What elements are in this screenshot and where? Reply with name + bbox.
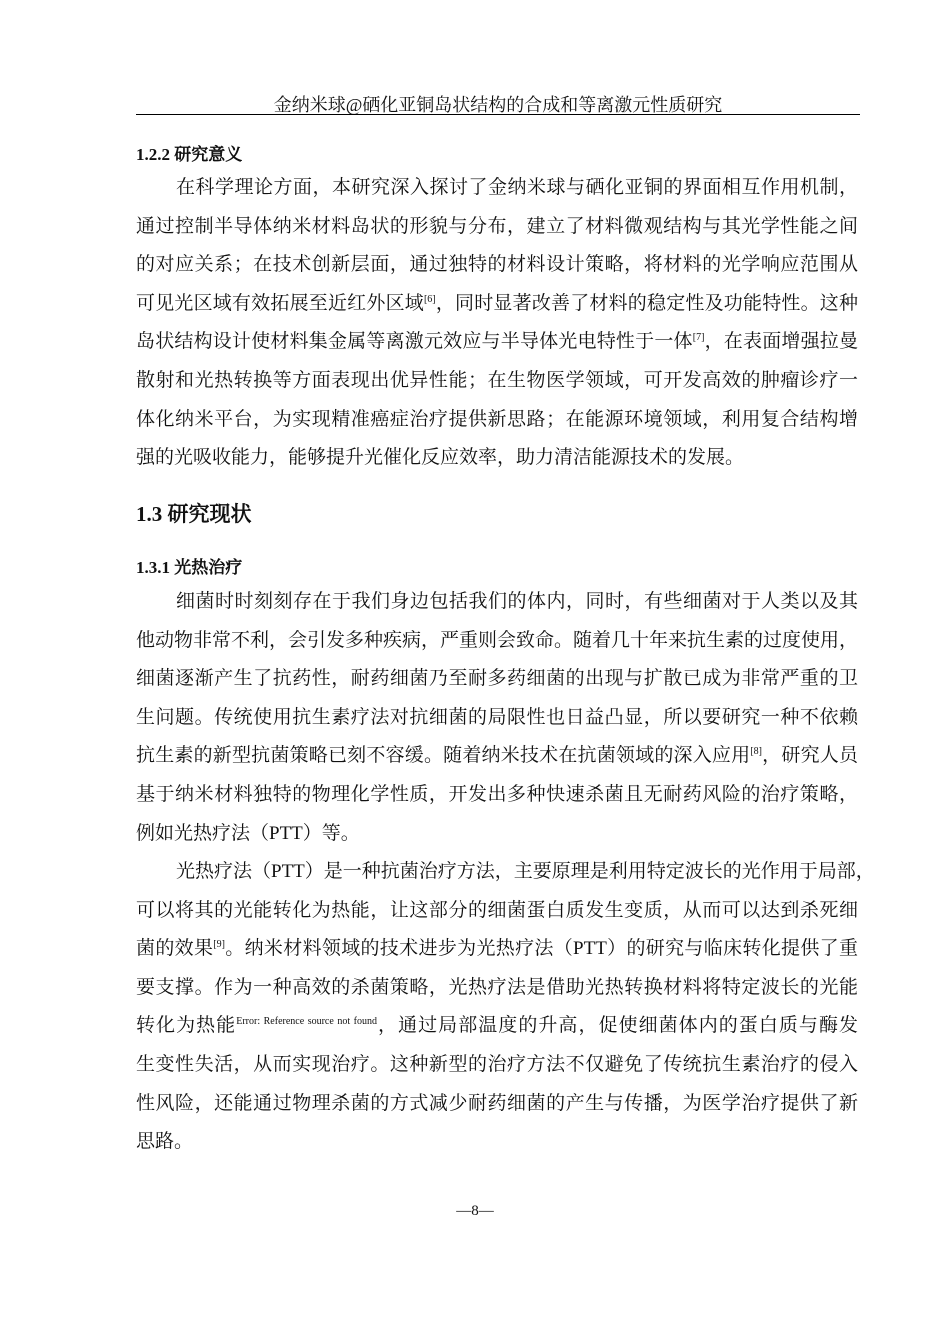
text-line: 在科学理论方面，本研究深入探讨了金纳米球与硒化亚铜的界面相互作用机制， — [176, 177, 858, 198]
text-segment: ，通过局部温度的升高，促使细菌体内的蛋白质与酶发 — [377, 1015, 858, 1037]
text-line: 散射和光热转换等方面表现出优异性能；在生物医学领域，可开发高效的肿瘤诊疗一 — [136, 370, 858, 391]
text-segment: 菌的效果 — [136, 938, 214, 960]
section-heading-1-3-1: 1.3.1 光热治疗 — [136, 558, 243, 577]
text-line: 生变性失活，从而实现治疗。这种新型的治疗方法不仅避免了传统抗生素治疗的侵入 — [136, 1054, 858, 1075]
citation-superscript: [9] — [213, 939, 225, 951]
text-line: 例如光热疗法（PTT）等。 — [136, 822, 360, 844]
header-rule — [136, 114, 860, 115]
text-line: 体化纳米平台，为实现精准癌症治疗提供新思路；在能源环境领域，利用复合结构增 — [136, 408, 858, 430]
text-segment: ，同时显著改善了材料的稳定性及功能特性。这种 — [435, 292, 858, 314]
text-segment: 。纳米材料领域的技术进步为光热疗法（PTT）的研究与临床转化提供了重 — [224, 938, 858, 960]
citation-superscript: [8] — [750, 746, 762, 758]
text-line — [136, 937, 858, 961]
text-segment: 岛状结构设计使材料集金属等离激元效应与半导体光电特性于一体 — [136, 331, 693, 353]
text-line: 通过控制半导体纳米材料岛状的形貌与分布，建立了材料微观结构与其光学性能之间 — [136, 215, 858, 237]
text-line: 性风险，还能通过物理杀菌的方式减少耐药细菌的产生与传播，为医学治疗提供了新 — [136, 1092, 858, 1114]
text-line: 细菌逐渐产生了抗药性，耐药细菌乃至耐多药细菌的出现与扩散已成为非常严重的卫 — [136, 668, 858, 690]
citation-superscript: Error: Reference source not found — [236, 1016, 377, 1028]
text-segment: 转化为热能 — [136, 1015, 237, 1037]
text-line: 基于纳米材料独特的物理化学性质，开发出多种快速杀菌且无耐药风险的治疗策略， — [136, 784, 858, 805]
text-line: 细菌时时刻刻存在于我们身边包括我们的体内，同时，有些细菌对于人类以及其 — [176, 591, 858, 612]
text-segment: 抗生素的新型抗菌策略已刻不容缓。随着纳米技术在抗菌领域的深入应用 — [136, 745, 751, 767]
text-line — [136, 1014, 858, 1038]
text-line: 光热疗法（PTT）是一种抗菌治疗方法，主要原理是利用特定波长的光作用于局部， — [176, 861, 875, 882]
text-segment: ，研究人员 — [761, 745, 858, 767]
text-segment: 可见光区域有效拓展至近红外区域 — [136, 292, 424, 314]
text-line: 生问题。传统使用抗生素疗法对抗细菌的局限性也日益凸显，所以要研究一种不依赖 — [136, 706, 858, 728]
text-segment: ，在表面增强拉曼 — [704, 331, 858, 353]
text-line: 他动物非常不利，会引发多种疾病，严重则会致命。随着几十年来抗生素的过度使用， — [136, 629, 859, 651]
citation-superscript: [6] — [423, 293, 436, 305]
page-number: —8— — [456, 1203, 494, 1219]
section-heading-1-2-2: 1.2.2 研究意义 — [136, 145, 243, 164]
running-header: 金纳米球@硒化亚铜岛状结构的合成和等离激元性质研究 — [273, 95, 723, 115]
text-line — [136, 292, 858, 316]
text-line: 可以将其的光能转化为热能，让这部分的细菌蛋白质发生变质，从而可以达到杀死细 — [136, 899, 858, 921]
text-line — [136, 330, 858, 354]
citation-superscript: [7] — [692, 332, 705, 344]
text-line: 思路。 — [136, 1131, 194, 1153]
text-line: 强的光吸收能力，能够提升光催化反应效率，助力清洁能源技术的发展。 — [136, 447, 745, 469]
text-line — [136, 744, 858, 768]
text-line: 要支撑。作为一种高效的杀菌策略，光热疗法是借助光热转换材料将特定波长的光能 — [136, 976, 858, 998]
section-heading-1-3: 1.3 研究现状 — [136, 502, 252, 526]
text-line: 的对应关系；在技术创新层面，通过独特的材料设计策略，将材料的光学响应范围从 — [136, 254, 858, 276]
